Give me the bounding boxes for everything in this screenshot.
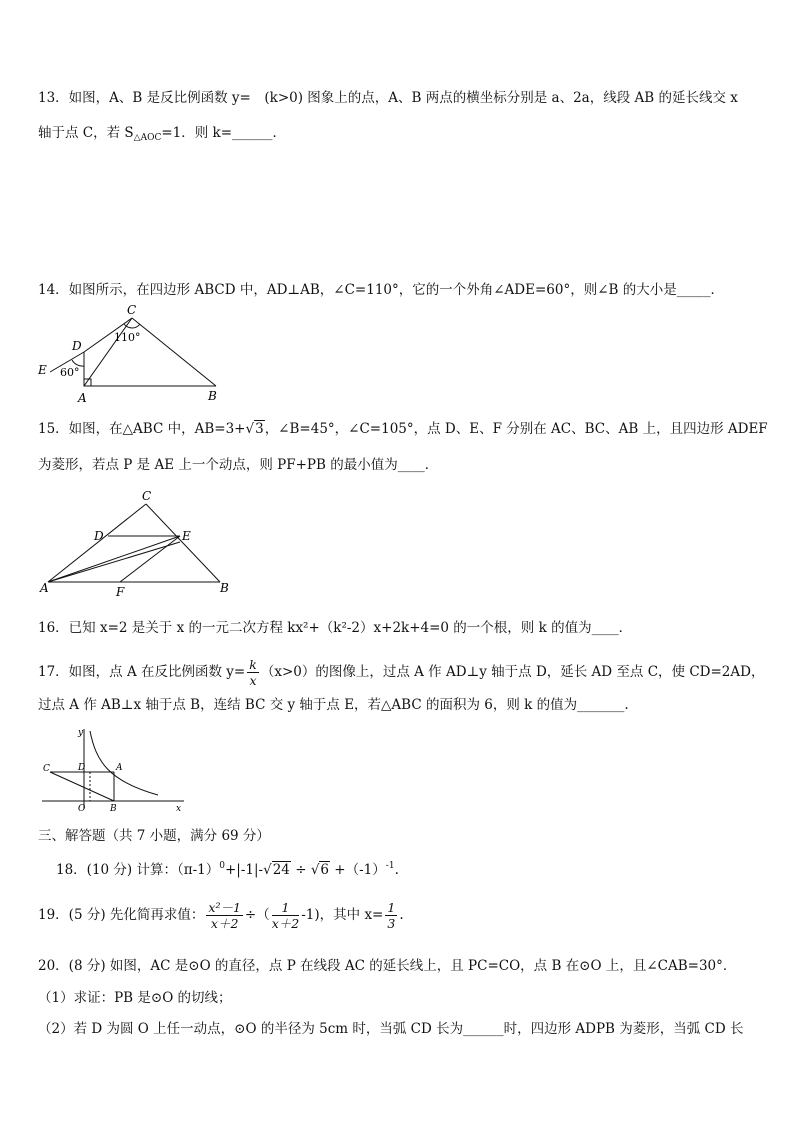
q18-sqrt2-value: 6: [320, 862, 330, 878]
q14-angle-e: 60°: [60, 366, 80, 379]
q18-b: +|-1|-: [224, 862, 264, 878]
q19-frac2-num: 1: [272, 900, 300, 916]
q19-line: [38, 900, 404, 931]
q14-label-a: A: [78, 391, 87, 405]
q14-label-e: E: [38, 363, 47, 377]
q19-frac3-num: 1: [387, 900, 396, 915]
q17-label-c: C: [43, 764, 50, 774]
q19-frac1-num: x²－1: [208, 900, 241, 915]
q16-text: 16．已知 x=2 是关于 x 的一元二次方程 kx²+（k²-2）x+2k+4=0 的一个根，则 k 的值为____．: [38, 620, 633, 636]
q17-label-y: y: [78, 728, 84, 738]
q18-sqrt1-value: 24: [272, 862, 290, 878]
q18-line: [56, 856, 399, 880]
q18-sup0: 0: [219, 861, 225, 871]
q14-figure: [32, 300, 232, 410]
q15-label-a: A: [40, 581, 49, 595]
q20-sub2: （2）若 D 为圆 O 上任一动点，⊙O 的半径为 5cm 时，当弧 CD 长为______时，四边形 ADPB 为菱形，当弧 CD 长: [38, 1021, 744, 1037]
q17-line1-b: （x>0）的图像上，过点 A 作 AD⊥y 轴于点 D，延长 AD 至点 C，使 CD=2AD，: [260, 664, 765, 680]
section-title: 三、解答题（共 7 小题，满分 69 分）: [38, 828, 270, 844]
q19-frac2-den: x＋2: [271, 916, 300, 931]
q15-edge-ap: [48, 542, 180, 582]
q14-angle-c-arc: [124, 324, 140, 328]
q17-label-b: B: [110, 804, 117, 813]
q13-line2-a: 轴于点 C，若 S: [38, 125, 134, 141]
q17-line1-a: 17．如图，点 A 在反比例函数 y=: [38, 664, 246, 680]
q17-hyperbola-curve: [90, 731, 158, 795]
q14-text: 14．如图所示，在四边形 ABCD 中，AD⊥AB，∠C=110°，它的一个外角∠ADE=60°，则∠B 的大小是_____．: [38, 282, 724, 298]
q15-line1: [38, 419, 768, 439]
q17-frac-num: k: [249, 657, 257, 672]
q19-frac3: [385, 900, 397, 931]
q19-c: -1)，其中 x=: [301, 907, 384, 923]
q19-frac3-den: 3: [387, 916, 396, 931]
q15-label-e: E: [182, 529, 191, 543]
q19-b: ÷（: [244, 907, 270, 923]
q13-line2: [38, 123, 286, 148]
q18-a: 18．(10 分) 计算：（π-1）: [56, 862, 220, 878]
q17-frac-den: x: [249, 673, 257, 688]
q13-line2-b: =1．则 k=______．: [161, 125, 287, 141]
q18-c: ÷: [290, 862, 311, 878]
q14-label-b: B: [208, 389, 217, 403]
q15-label-f: F: [116, 585, 125, 598]
q19-frac2: [272, 900, 300, 931]
q15-label-c: C: [142, 489, 152, 503]
q20-line1: 20．(8 分) 如图，AC 是⊙O 的直径，点 P 在线段 AC 的延长线上，且 PC=CO，点 B 在⊙O 上，且∠CAB=30°．: [38, 958, 737, 974]
q13-line1: 13．如图，A、B 是反比例函数 y= (k>0) 图象上的点，A、B 两点的横坐标分别是 a、2a，线段 AB 的延长线交 x: [38, 90, 738, 106]
q17-label-d: D: [78, 763, 86, 773]
q15-line2: 为菱形，若点 P 是 AE 上一个动点，则 PF+PB 的最小值为____．: [38, 457, 439, 473]
q15-sqrt-value: 3: [255, 421, 264, 437]
q19-frac1: [206, 900, 243, 931]
q14-edge-cb: [132, 318, 216, 386]
q13-subscript: △AOC: [133, 133, 162, 143]
q17-label-o: O: [78, 804, 86, 813]
q15-edge-cb: [146, 504, 220, 582]
q19-frac1-den: x＋2: [210, 916, 239, 931]
q15-label-b: B: [220, 581, 229, 595]
q15-label-d: D: [94, 529, 104, 543]
q17-label-x: x: [176, 804, 182, 813]
q19-d: .: [399, 907, 404, 923]
q14-label-c: C: [127, 303, 137, 317]
q15-sqrt: √3: [245, 421, 264, 437]
q14-label-d: D: [72, 339, 82, 353]
q17-figure: [38, 725, 188, 813]
q20-sub1: （1）求证：PB 是⊙O 的切线；: [38, 990, 232, 1006]
q17-fraction: [247, 657, 259, 688]
q14-angle-c: 110°: [114, 331, 141, 344]
q18-e: .: [394, 862, 399, 878]
q15-line1-a: 15．如图，在△ABC 中，AB=3+: [38, 421, 246, 437]
q18-d: +（-1）: [330, 862, 386, 878]
q18-sqrt2: √6: [310, 862, 330, 878]
q14-edge-dc: [84, 318, 132, 386]
q15-figure: [32, 486, 242, 598]
q17-segment-cb: [50, 772, 114, 801]
q18-sqrt1: √24: [263, 862, 290, 878]
q15-edge-ac: [48, 504, 146, 582]
q17-line1: [38, 657, 764, 688]
q18-sup1: -1: [385, 861, 395, 871]
q15-edge-ae: [48, 536, 180, 582]
q19-a: 19．(5 分) 先化简再求值：: [38, 907, 205, 923]
q17-label-a: A: [116, 763, 123, 773]
q15-line1-b: ，∠B=45°，∠C=105°，点 D、E、F 分别在 AC、BC、AB 上，且四边形 ADEF: [264, 421, 768, 437]
q15-edge-fe: [120, 536, 180, 582]
q17-line2: 过点 A 作 AB⊥x 轴于点 B，连结 BC 交 y 轴于点 E，若△ABC 的面积为 6，则 k 的值为_______.: [38, 697, 629, 713]
